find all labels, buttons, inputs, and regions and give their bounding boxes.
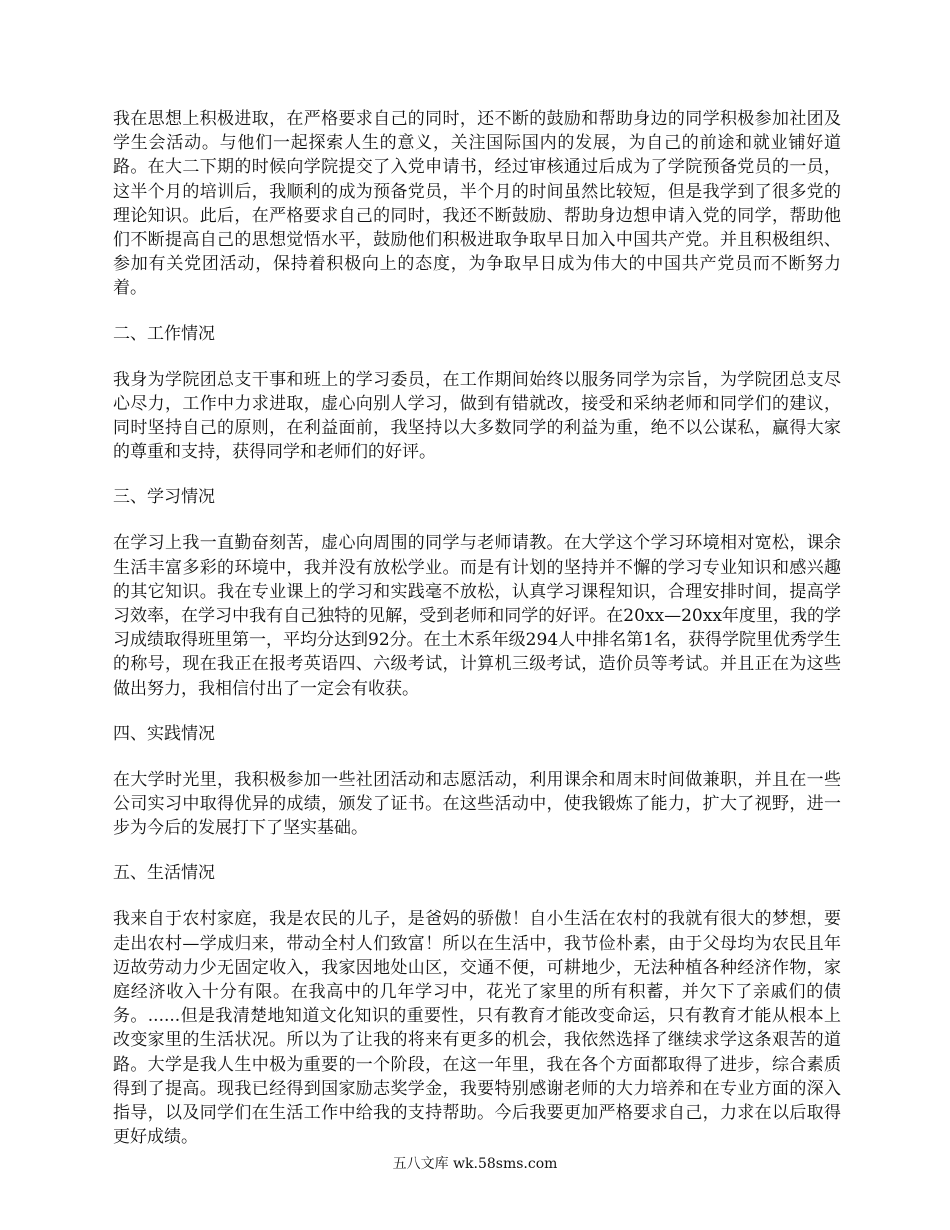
paragraph-study: 在学习上我一直勤奋刻苦，虚心向周围的同学与老师请教。在大学这个学习环境相对宽松，课余生活丰富多彩的环境中，我并没有放松学业。而是有计划的坚持并不懈的学习专业知识和感兴趣的其它知识。我在专业课上的学习和实践毫不放松，认真学习课程知识，合理安排时间，提高学习效率，在学习中我有自己独特的见解，受到老师和同学的好评。在20xx—20xx年度里，我的学习成绩取得班里第一，平均分达到92分。在土木系年级294人中排名第1名，获得学院里优秀学生的称号，现在我正在报考英语四、六级考试，计算机三级考试，造价员等考试。并且正在为这些做出努力，我相信付出了一定会有收获。 (113, 533, 841, 699)
footer-watermark: 五八文库 wk.58sms.com (392, 1156, 558, 1172)
paragraph-political: 我在思想上积极进取，在严格要求自己的同时，还不断的鼓励和帮助身边的同学积极参加社团及学生会活动。与他们一起探索人生的意义，关注国际国内的发展，为自己的前途和就业铺好道路。在大二下期的时候向学院提交了入党申请书，经过审核通过后成为了学院预备党员的一员，这半个月的培训后，我顺利的成为预备党员，半个月的时间虽然比较短，但是我学到了很多党的理论知识。此后，在严格要求自己的同时，我还不断鼓励、帮助身边想申请入党的同学，帮助他们不断提高自己的思想觉悟水平，鼓励他们积极进取争取早日加入中国共产党。并且积极组织、参加有关党团活动，保持着积极向上的态度，为争取早日成为伟大的中国共产党员而不断努力着。 (113, 109, 841, 299)
paragraph-practice: 在大学时光里，我积极参加一些社团活动和志愿活动，利用课余和周末时间做兼职，并且在一些公司实习中取得优异的成绩，颁发了证书。在这些活动中，使我锻炼了能力，扩大了视野，进一步为今后的发展打下了坚实基础。 (113, 769, 841, 839)
paragraph-work: 我身为学院团总支干事和班上的学习委员，在工作期间始终以服务同学为宗旨，为学院团总支尽心尽力，工作中力求进取，虚心向别人学习，做到有错就改，接受和采纳老师和同学们的建议，同时坚持自己的原则，在利益面前，我坚持以大多数同学的利益为重，绝不以公谋私，赢得大家的尊重和支持，获得同学和老师们的好评。 (113, 369, 841, 463)
document-body (113, 107, 841, 1150)
section-heading-study: 三、学习情况 (113, 487, 215, 508)
section-heading-work: 二、工作情况 (113, 323, 215, 344)
section-heading-practice: 四、实践情况 (113, 723, 215, 744)
section-heading-life: 五、生活情况 (113, 863, 215, 884)
paragraph-life: 我来自于农村家庭，我是农民的儿子，是爸妈的骄傲！自小生活在农村的我就有很大的梦想，要走出农村—学成归来，带动全村人们致富！所以在生活中，我节俭朴素，由于父母均为农民且年迈故劳动力少无固定收入，我家因地处山区，交通不便，可耕地少，无法种植各种经济作物，家庭经济收入十分有限。在我高中的几年学习中，花光了家里的所有积蓄，并欠下了亲戚们的债务。......但是我清楚地知道文化知识的重要性，只有教育才能改变命运，只有教育才能从根本上改变家里的生活状况。所以为了让我的将来有更多的机会，我依然选择了继续求学这条艰苦的道路。大学是我人生中极为重要的一个阶段，在这一年里，我在各个方面都取得了进步，综合素质得到了提高。现我已经得到国家励志奖学金，我要特别感谢老师的大力培养和在专业方面的深入指导，以及同学们在生活工作中给我的支持帮助。今后我要更加严格要求自己，力求在以后取得更好成绩。 (113, 909, 841, 1148)
